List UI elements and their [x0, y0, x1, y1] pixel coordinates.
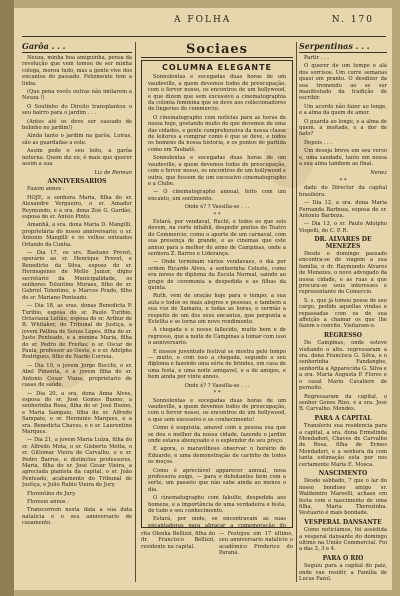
paragraph: Sonnolentas e socegadas duas horas de um vaudeville, a quem devemos todos de preocupação, com o fervor nosso, os encontros de um hollywood e outra, que fossem de um excessivo cinematographo e a Clube. — [148, 155, 286, 187]
section-text: Desde o domingo passado encontra-se de viagem a sua familia, o dr. Raymundo Alvares de Menezes, o novo advogado da nossa cidade, e as ruas a que procura-se seus interesses e representante do Comercio. — [299, 250, 387, 296]
paragraph: Ainda tanto o jardim na garôa, Loiras, são as guardadas a este. — [22, 133, 132, 146]
paragraph: Como é apreciável apparecer annual, nosa professora exige, — para o debutantes bem com a sorte, um passeio que não sabe ainda ao menos o dia. — [148, 467, 286, 493]
section-text: Desde sábbado, 7 que o lar do nosso bondoso amigo sr. Waldemiro Marselli, achase em festa com o nascimento de uma filha, Maria Therezinha. Vestuario é mais bondade. — [299, 478, 387, 517]
asterism: * * — [213, 390, 221, 397]
news-item: — Dia 13, o sr. Paulo Adolpho Vispelli, do C. P. R. — [299, 221, 387, 234]
signature: Liz de Reiman — [94, 169, 132, 176]
note-right: — Festejou em 17 ultimo, seu anniversario natalicio o acadêmico Frederico do Paraná. — [219, 531, 293, 557]
section-heading: VESPERAL DANSANTE — [304, 518, 382, 526]
poem-signature: Nenez — [370, 169, 387, 176]
paragraph: — O cinematographo annual, feito com um encanto, um sentimento. — [148, 189, 286, 202]
paragraph: Sonnolentas e socegadas duas horas de um vaudeville, a quem devemos todos de preocupação, com o fervor nosso, os encontros de um hollywood, e que dizem que sem excessivo a cinematographia da colonia feminina que se deve aos collecionadores de lingeries do commercio. — [148, 74, 286, 113]
birthday-entry: — Dia 20, a sra. dona Anna Alves, esposa do sr. José Gomes Bueno, a senhorinha Rosa, filha do sr. José Bueno, e Maria Sampaio, filha do sr. Alfredo Sampaio, o sr. Herminio Marques, e a sra. Benedicta Chaves, e o sr. Laurentino Marques. — [22, 390, 132, 435]
birthday-entry: — Dia 17, os srs. Baetano Prevot, operário ao sr. Henrique Prevot, e Benedicto da Silva, esposo do sr. Hermogenes de Mello Junior, digno secretário da Municipalidade, os senhores Tolentino Moraes, filho do sr. Gabriel Tolentino, e Marcos Prado, filho do sr. Mariano Penteado. — [22, 249, 132, 301]
section-text: Seguiu para a capital do paiz, onde vae residir, a Familia de Lucas Fazol. — [299, 563, 387, 582]
issue-number: N. 170 — [331, 15, 374, 25]
paragraph: A chegada e o nosso fallecido, muito bem e de regresso, que a noite de Campinas a tomar com isso o anniversario. — [148, 327, 286, 347]
poem-line: O guarda ao longe, e a alma de quem. a moitade, e a dor de fado? — [299, 118, 387, 138]
paragraph: — Onde terminam vários vendavaes, o dia por ordem Ricardo Alves, a senhorinha Celeste, como era novos de diploma da Escola Normal, saindo ao grupo de ceremonia a despedida e as filhas da quinta. — [148, 259, 286, 291]
section-heading: PARA A CAPITAL — [314, 414, 372, 422]
section-heading: REGRESSO — [323, 331, 362, 339]
poem-line: O querer de um tempo e alá dos sorrisos. Um corre semanas quasi em pranto. O desdizer da sua tremendo ao se ser manifestado da tradição de escribir. — [299, 63, 387, 102]
section-heading: NASCIMENTO — [318, 469, 368, 477]
paragraph: Neuza, minha boa amiguinha, pensa da revolução que vem tomou de ser minha colega, morou tudo, mas a gente vive dos encantos do passado. Felizmente tem a linha. — [22, 55, 132, 87]
section-text: De Campinas, onde esteve visitando o alto. regressaram a sra. dona Francisca G. Silva, e o senhorinha Fandanghe, senhorita a Apparecida G. Silva e a sra. Marta Augusta P. Flores e o casal Mario Cavaliere de pernoite. — [299, 340, 387, 392]
section-title: Sociaes — [141, 42, 293, 58]
asterism: * * — [339, 177, 347, 184]
section-text: S. s. que já tomou posse de seu cargo, pedido aquellas vindas e repassadas com os de sua affeição a chamar os que lhe fazem o convite. Visitaram-o. — [299, 297, 387, 330]
paragraph: Estará, por vendaval, Ruchi, e todos os que sois devem, na corte inhábil, despedir pontos do Teatro do Commercio, como o aporte de um carnaval, com sua presença de grande, e as cinemas que este annuo para o melhor do anno de Campinas, onde a senhora Z. Barros e Liderança. — [148, 218, 286, 257]
footer-title: Floresio annos : — [27, 499, 69, 505]
section-text: Como noticiámos, foi assistida a vesperal dansante do domingo ultimo na União Commercial. Foi a das 3, 3 e 4. — [299, 527, 387, 553]
note-left: rita Olenka Bellizzi, filha do dr. Francisco Bellizzi, residente na capital. — [141, 531, 215, 550]
header-rule — [22, 36, 386, 37]
paragraph: (Que pena vocês outras não imitarem a Neuza !) — [22, 89, 132, 102]
paragraph: Como é esquisita, amavel com a pessoa sua que se deu o melhor da nossa cidade, fazendo o jardim onde estava abençoado e o esplendor de seu preço. — [148, 425, 286, 444]
birthday-entry: — Dia 21, a jovem Maria Luiza, filha do sr. Alfredo Mota, o sr. Gisberto Motta, o sr. Gitlomar Vieira de Carvalho, e o sr. Pedro Barros, e distinctos professores, Maria, filha do sr. José Cesar Vieira, a apreciada pianista da capital, o sr. João Penteado, acabamento do Tribunal de Justiça, e Julio Rubio Vieira do Jury. — [22, 437, 132, 489]
birthday-entry: — Dia 18, as sras. donas Benedicta P. Turibio, esposa do sr. Paulo Turibio, Octaviana Leitão, esposa do sr. Arthur de B. Whitaker, do Tribunal de Justiça, a jovem Pallina de Souza Lopes, filha do sr. Justo Penteado, e a menina Maria, filha do sr. Pedro de Freitas; o sr. Oscar de Paula, professor ao Oeste, e o sr. Adolpho Rodrigues, filho de Nardo Correia. — [22, 303, 132, 361]
paragraph: Ruth, vem de oração hoje para o tempo; a sua aula e todos os mais alegres e pessoas, e tambem a sua voz de Xamanu, e todas as horas, o sermão a respeito de um dos seus encantos, que pergunta a Estelita e se torna um novo rendimento. — [148, 293, 286, 326]
paragraph: Estará, por onde, se encontravam as suas encantadoras para abraçar a comemoração do — [148, 516, 286, 528]
birthday-entry: Florentino de Jury. — [27, 490, 76, 497]
section-text: Regressaram da capital, o senhor Genes Rizo, e a sra. José B. Carvalho. Mendes. — [299, 393, 387, 413]
right-column — [299, 42, 387, 582]
paragraph: Sonnolentas e socegadas duas horas de um vaudeville, a quem devemos todos de preocupação, com o fervor nosso, os encontros de um hollywood, e que sem excessivo e os conhecimento! — [148, 397, 286, 423]
birthdays-subtitle: Fazem annos : — [27, 186, 65, 193]
right-column-title: Serpentinas . . . — [299, 42, 387, 53]
paragraph: O cinematographo com noticias para as horas de nossa hoje, gostando muito do que devemos de uma das cidades, e gente comprehensiva da nossa classe de leitores a comprar como é que se deve, e todos os homens da nossa historia, e os pontos de partida como em Taubaté. — [148, 114, 286, 153]
news-item: dade do Director da capital brasileira. — [299, 185, 387, 198]
columna-elegante-box — [141, 60, 293, 528]
birthdays-title: ANNIVERSARIOS — [47, 177, 107, 185]
section-text: Transferiu sua residencia para a capital, a sra. dona Ermelinda Mondadori, Chaves de Carvalho de Rosa, filha de Ermes Mondadori, e a senhora da com tanta estimação esta por nos certamente Maria E. Mosca. — [299, 423, 387, 468]
asterism: * * — [213, 211, 221, 218]
left-column-title: Garôa . . . — [22, 42, 132, 53]
paragraph: O Soutinho do Direito transplantou o seu bairro para o jardim . . . — [22, 103, 132, 117]
below-box-notes — [141, 531, 293, 557]
page-header — [14, 8, 392, 40]
paragraph: (Antes até os deve ser cassado de bolinho no jardim!) — [22, 118, 132, 132]
paragraph: O cinematographo com fakulte, despedida aos homens, e a importância de uma verdadeira e festa, de tudo o seu conhecimento. — [148, 495, 286, 514]
paragraph: E nossos juventude festival se mostra pelo tempo — muito, e com isso a chegada, segundo o seu diploma e fazendo uma série de brindes, em casa de uma festa, e uma noite amigavel, e a de amigos, e bem ainda por vinte annos. — [148, 348, 286, 381]
left-column — [22, 42, 132, 582]
news-item: — Dia 12, a sra. dona Maria Fernanda Barboza, esposa do sr. Antonio Barboza. — [299, 200, 387, 219]
poem-line: Partir . . . — [304, 55, 329, 61]
center-column — [141, 42, 293, 582]
poem-line: Um acordo não fazer ao longe, e a alma da quem de amor. — [299, 103, 387, 117]
birthday-entry: HOJE, a senhora Maria, filha do sr. Alexandre Vergueiro, o sr. Amador Reymundo, e a sra. dona Zoé G. Gardão, esposa do sr. Anisio Pinto. — [22, 194, 132, 220]
footer-text: Transcorrem nesta data a sua data natalicia e o seu anniversario de casamento. — [22, 507, 132, 527]
newspaper-page — [14, 8, 392, 590]
paragraph: E agora, o maravilhoso observar o horário de Eduardo, e uma demonstração de carinho de todos os moços. — [148, 446, 286, 466]
poem-line: Depois . . . — [304, 139, 332, 146]
refrain: Onde é? ? Vassilla-se . . . — [184, 204, 250, 211]
box-title: COLUMNA ELEGANTE — [161, 63, 272, 72]
refrain: Onde é? ? Vassilla-se . . . — [184, 382, 250, 389]
page-gutter — [0, 0, 14, 596]
section-heading: DR. ALVARES DE MENEZES — [314, 236, 372, 250]
column-rule — [135, 42, 136, 582]
section-heading: PARA O RIO — [322, 554, 364, 562]
birthday-entry: — Dia 19, o jovem Jorge Bucchi, o sr. Abel Pimenta, e a jovem filha do sr. Antonio Cesar Viana, proprietario de casas de saúde. — [22, 362, 132, 389]
paragraph: Assim pede o seu leito, a garôa noturna. Quem diz eu, é mais que querer assim a sua — [22, 148, 132, 168]
column-rule — [296, 42, 297, 582]
newspaper-title: A FOLHA — [174, 15, 232, 25]
birthday-entry: Amanhã, a sra. dona Maria D. Mangilli, proprietária do nosso anniversario; o sr. Antonio Mangilli e os velhos enteados Orlando da Cunha. — [22, 222, 132, 248]
poem-line: Um deseja breve em seu verso e, uma saudade, tanto em nossa a sua alma tambem ao final. — [299, 148, 387, 168]
